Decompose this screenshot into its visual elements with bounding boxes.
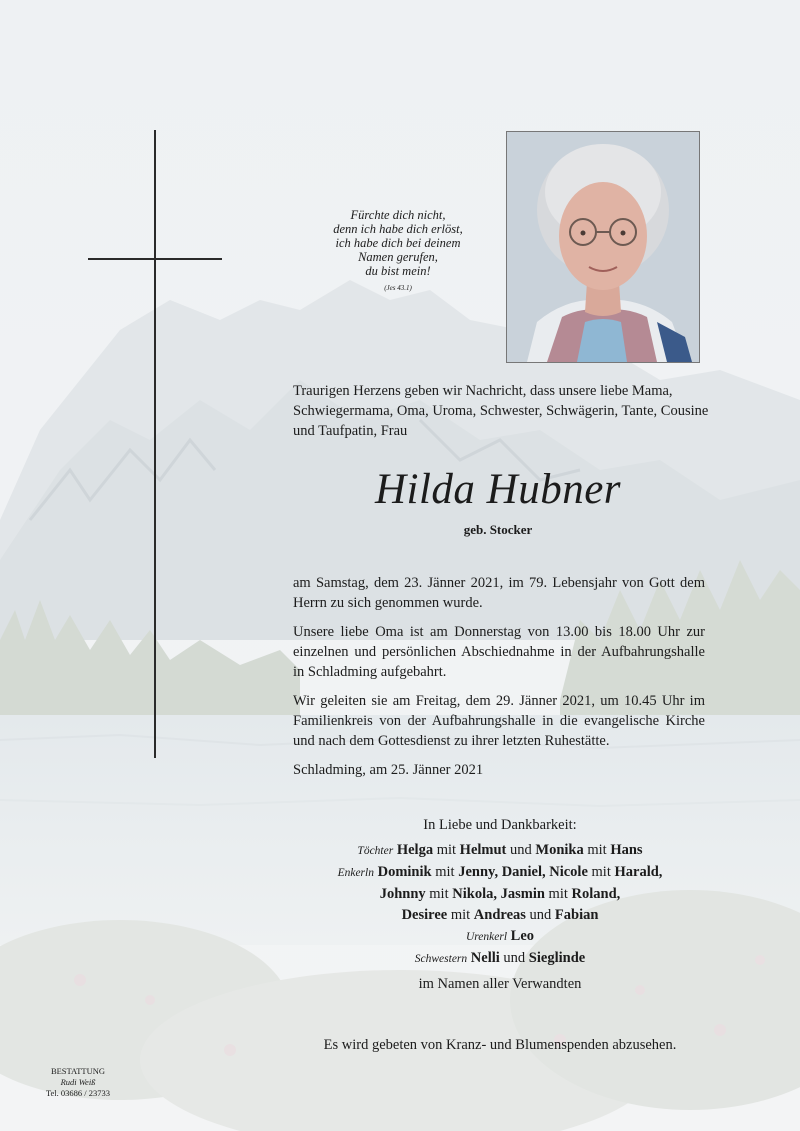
- relative-name: Nikola,: [452, 886, 497, 902]
- relative-name: Fabian: [554, 907, 599, 923]
- bible-quote: [318, 208, 478, 295]
- relative-name: Leo: [510, 928, 535, 944]
- relative-name: Desiree: [401, 907, 448, 923]
- relative-name: Jasmin: [500, 886, 545, 902]
- funeral-paragraph: Wir geleiten sie am Freitag, dem 29. Jänner 2021, um 10.45 Uhr im Familienkreis von der Aufbahrungshalle in die evangelische Kirche und nach dem Gottesdienst zu ihrer letzten Ruhestätte.: [293, 693, 705, 749]
- family-row-grandchildren-3: [290, 905, 710, 926]
- family-row-sisters: [290, 948, 710, 970]
- family-opening: In Liebe und Dankbarkeit:: [423, 817, 577, 833]
- undertaker-name: Rudi Weiß: [60, 1077, 96, 1087]
- quote-line: ich habe dich bei deinem: [335, 236, 461, 250]
- relative-name: Andreas: [473, 907, 526, 923]
- role-label: Schwestern: [414, 953, 468, 965]
- quote-line: denn ich habe dich erlöst,: [333, 222, 463, 236]
- family-list: [290, 815, 710, 995]
- quote-line: Fürchte dich nicht,: [350, 208, 446, 222]
- family-row-daughters: [290, 840, 710, 862]
- undertaker-info: [28, 1066, 128, 1099]
- viewing-paragraph: Unsere liebe Oma ist am Donnerstag von 13.00 bis 18.00 Uhr zur einzelnen und persönlichen Abschiednahme in der Aufbahrungshalle in Schladming aufgebahrt.: [293, 624, 705, 680]
- relative-name: Helga: [396, 842, 434, 858]
- portrait-photo: [506, 131, 700, 363]
- connector-text: und: [503, 950, 526, 966]
- relative-name: Sieglinde: [528, 950, 586, 966]
- connector-text: mit: [548, 886, 568, 902]
- relative-name: Nelli: [470, 950, 500, 966]
- connector-text: mit: [587, 842, 607, 858]
- maiden-name: geb. Stocker: [463, 522, 533, 537]
- relative-name: Dominik: [377, 864, 432, 880]
- cross-vertical-beam: [154, 130, 156, 758]
- quote-reference: (Jes 43.1): [384, 284, 412, 292]
- connector-text: mit: [436, 842, 457, 858]
- quote-line: Namen gerufen,: [358, 250, 438, 264]
- relative-name: Johnny: [379, 886, 426, 902]
- relative-name: Nicole: [549, 864, 588, 880]
- undertaker-phone: Tel. 03686 / 23733: [45, 1088, 111, 1098]
- donation-request: Es wird gebeten von Kranz- und Blumenspenden abzusehen.: [323, 1037, 677, 1053]
- deceased-name: Hilda Hubner: [374, 466, 622, 513]
- relative-name: Harald,: [614, 864, 663, 880]
- family-row-grandchildren-2: [290, 884, 710, 905]
- relative-name: Roland,: [571, 886, 621, 902]
- relative-name: Jenny,: [458, 864, 499, 880]
- role-label: Enkerln: [337, 867, 374, 879]
- role-label: Urenkerl: [465, 931, 508, 943]
- role-label: Töchter: [357, 845, 394, 857]
- relative-name: Daniel,: [501, 864, 546, 880]
- death-notice-paragraph: am Samstag, dem 23. Jänner 2021, im 79. Lebensjahr von Gott dem Herrn zu sich genommen wurde.: [293, 575, 705, 611]
- connector-text: mit: [591, 864, 611, 880]
- connector-text: und: [510, 842, 532, 858]
- relative-name: Helmut: [459, 842, 507, 858]
- family-row-grandchildren: [290, 862, 710, 884]
- obituary-body: [293, 573, 705, 780]
- family-row-great-grandchild: [290, 926, 710, 948]
- family-closing: im Namen aller Verwandten: [418, 976, 582, 992]
- relative-name: Monika: [535, 842, 584, 858]
- connector-text: mit: [435, 864, 455, 880]
- undertaker-title: BESTATTUNG: [50, 1066, 106, 1076]
- quote-line: du bist mein!: [365, 264, 431, 278]
- connector-text: mit: [429, 886, 449, 902]
- cross-horizontal-beam: [88, 258, 222, 260]
- relative-name: Hans: [610, 842, 643, 858]
- connector-text: mit: [450, 907, 471, 923]
- connector-text: und: [529, 907, 552, 923]
- announcement-intro: Traurigen Herzens geben wir Nachricht, dass unsere liebe Mama, Schwiegermama, Oma, Uroma, Schwester, Schwägerin, Tante, Cousine und Taufpatin, Frau: [293, 383, 709, 439]
- place-date: Schladming, am 25. Jänner 2021: [293, 762, 484, 778]
